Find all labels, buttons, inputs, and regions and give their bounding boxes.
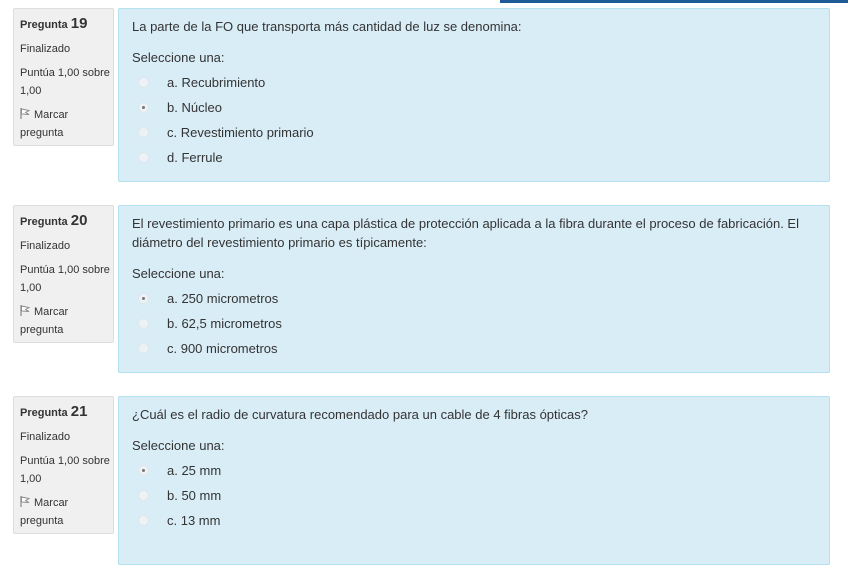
radio-button-selected[interactable] — [138, 465, 149, 476]
flag-icon — [20, 496, 30, 507]
flag-question-link[interactable] — [20, 494, 113, 530]
option-label: a. 250 micrometros — [167, 291, 279, 306]
option-label: c. Revestimiento primario — [167, 125, 314, 140]
question-label: Pregunta — [20, 407, 68, 419]
top-bar — [0, 0, 848, 3]
question-info — [13, 8, 114, 146]
question-content — [118, 8, 830, 182]
question-state: Finalizado — [20, 431, 71, 443]
question-info — [13, 396, 114, 534]
answer-option[interactable] — [132, 458, 817, 483]
flag-question-link[interactable] — [20, 303, 113, 339]
answer-option[interactable] — [132, 120, 817, 145]
option-label: c. 13 mm — [167, 513, 221, 528]
question-text: El revestimiento primario es una capa plástica de protección aplicada a la fibra durante el proceso de fabricación. El diámetro del revestimiento primario es típicamente: — [132, 216, 799, 250]
radio-button[interactable] — [138, 127, 149, 138]
flag-label: Marcar pregunta — [20, 306, 69, 336]
option-label: a. 25 mm — [167, 463, 222, 478]
question-text: La parte de la FO que transporta más cantidad de luz se denomina: — [132, 19, 522, 34]
option-label: b. 50 mm — [167, 488, 222, 503]
radio-button[interactable] — [138, 490, 149, 501]
question-state: Finalizado — [20, 43, 71, 55]
answer-option[interactable] — [132, 145, 817, 170]
question-grade: Puntúa 1,00 sobre 1,00 — [20, 67, 110, 97]
question-text: ¿Cuál es el radio de curvatura recomendado para un cable de 4 fibras ópticas? — [132, 407, 588, 422]
answer-options — [132, 458, 817, 533]
question-info — [13, 205, 114, 343]
answer-option[interactable] — [132, 508, 817, 533]
radio-button-selected[interactable] — [138, 102, 149, 113]
radio-button[interactable] — [138, 515, 149, 526]
option-label: c. 900 micrometros — [167, 341, 278, 356]
answer-prompt: Seleccione una: — [132, 266, 225, 281]
top-accent-bar — [500, 0, 848, 3]
question-grade: Puntúa 1,00 sobre 1,00 — [20, 264, 110, 294]
question-label: Pregunta — [20, 19, 68, 31]
question-label: Pregunta — [20, 216, 68, 228]
flag-question-link[interactable] — [20, 106, 113, 142]
flag-icon — [20, 305, 30, 316]
answer-options — [132, 286, 817, 361]
option-label: d. Ferrule — [167, 150, 223, 165]
answer-option[interactable] — [132, 70, 817, 95]
radio-button[interactable] — [138, 343, 149, 354]
answer-options — [132, 70, 817, 170]
question-number: 20 — [70, 212, 88, 229]
answer-option[interactable] — [132, 311, 817, 336]
flag-label: Marcar pregunta — [20, 109, 69, 139]
radio-button[interactable] — [138, 77, 149, 88]
option-label: b. Núcleo — [167, 100, 222, 115]
question-content — [118, 205, 830, 373]
option-label: a. Recubrimiento — [167, 75, 266, 90]
radio-button-selected[interactable] — [138, 293, 149, 304]
question-state: Finalizado — [20, 240, 71, 252]
answer-option[interactable] — [132, 95, 817, 120]
answer-option[interactable] — [132, 286, 817, 311]
answer-option[interactable] — [132, 336, 817, 361]
answer-prompt: Seleccione una: — [132, 50, 225, 65]
question-number: 19 — [70, 15, 88, 32]
flag-icon — [20, 108, 30, 119]
option-label: b. 62,5 micrometros — [167, 316, 282, 331]
question-grade: Puntúa 1,00 sobre 1,00 — [20, 455, 110, 485]
question-number: 21 — [70, 403, 88, 420]
question-content — [118, 396, 830, 565]
flag-label: Marcar pregunta — [20, 497, 69, 527]
radio-button[interactable] — [138, 318, 149, 329]
answer-option[interactable] — [132, 483, 817, 508]
answer-prompt: Seleccione una: — [132, 438, 225, 453]
radio-button[interactable] — [138, 152, 149, 163]
